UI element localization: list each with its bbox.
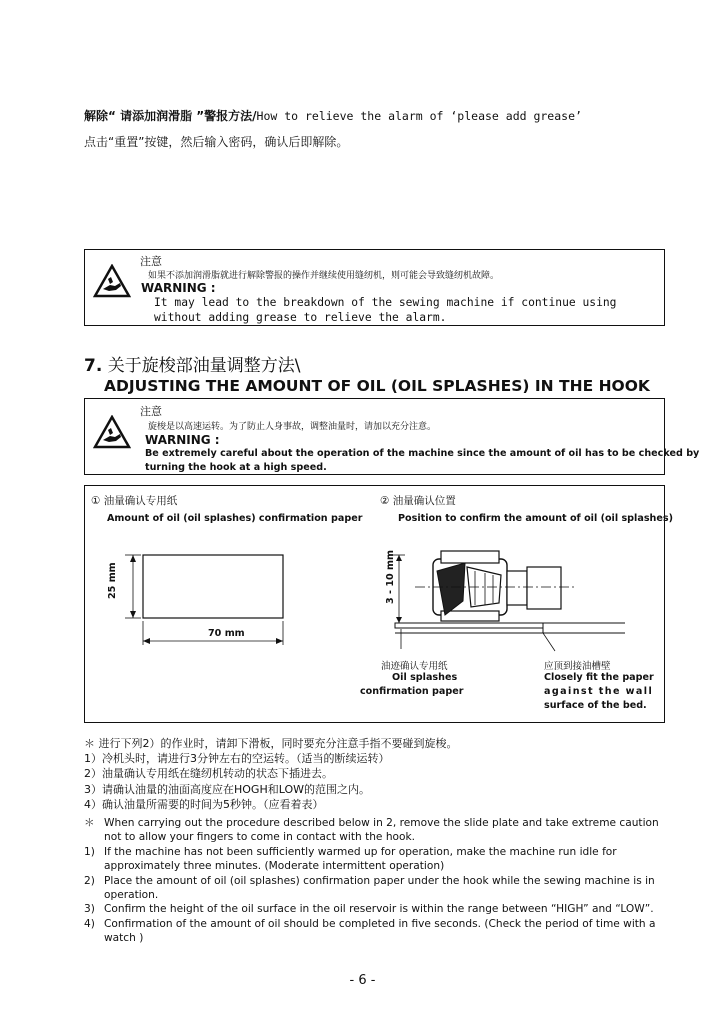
- grease-alarm-instruction: 点击“重置”按键，然后输入密码，确认后即解除。: [84, 135, 349, 149]
- wall-label-en-1: Closely fit the paper: [544, 672, 654, 683]
- warning-line-2: turning the hook at a high speed.: [145, 462, 327, 473]
- steps-cn: [84, 736, 458, 812]
- warning-line-1: Be extremely careful about the operation of the machine since the amount of oil has to be checked by: [145, 448, 700, 459]
- section-title-cn-text: 关于旋梭部油量调整方法\: [107, 356, 301, 376]
- dim-height-label: 25 mm: [107, 562, 118, 599]
- step-text: Place the amount of oil (oil splashes) confirmation paper under the hook while the sewing machine is in operation.: [104, 874, 655, 902]
- warning-heading: WARNING :: [141, 281, 216, 295]
- step-cn-4: 4）确认油量所需要的时间为5秒钟。（应看着表）: [84, 797, 324, 811]
- warning-box-grease: [84, 249, 665, 326]
- step-marker: 3): [84, 903, 95, 916]
- step-cn-3: 3）请确认油量的油面高度应在HOGH和LOW的范围之内。: [84, 782, 370, 796]
- dim-gap-label: 3 - 10 mm: [385, 549, 396, 604]
- paper-dimension-diagram: [105, 541, 295, 651]
- left-figure-title-en: Amount of oil (oil splashes) confirmation paper: [107, 513, 363, 524]
- wall-label-en-3: surface of the bed.: [544, 700, 647, 711]
- step-text: Confirmation of the amount of oil should be completed in five seconds. (Check the period of time with a watch ): [104, 917, 656, 945]
- left-figure-title-cn: ① 油量确认专用纸: [91, 495, 178, 507]
- step-en-1: [84, 845, 669, 874]
- step-text: Confirm the height of the oil surface in the oil reservoir is within the range between “HIGH” and “LOW”.: [104, 903, 654, 916]
- warning-text-cn: 旋梭是以高速运转。为了防止人身事故，调整油量时，请加以充分注意。: [148, 422, 437, 432]
- hand-warning-icon: [93, 415, 131, 449]
- step-en-4: [84, 917, 669, 946]
- warning-text-cn: 如果不添加润滑脂就进行解除警报的操作并继续使用缝纫机，则可能会导致缝纫机故障。: [148, 271, 500, 281]
- section-title-en: ADJUSTING THE AMOUNT OF OIL (OIL SPLASHES) IN THE HOOK: [104, 377, 650, 395]
- dim-width-label: 70 mm: [208, 628, 245, 639]
- warning-heading: WARNING :: [145, 433, 220, 447]
- right-figure-title-cn: ② 油量确认位置: [380, 495, 456, 507]
- warning-box-hook: [84, 398, 700, 475]
- paper-label-en-1: Oil splashes: [392, 672, 458, 683]
- step-marker: 1): [84, 845, 95, 858]
- page-number: - 6 -: [349, 973, 376, 988]
- grease-alarm-title-cn: 解除“ 请添加润滑脂 ”警报方法/: [84, 109, 257, 123]
- step-cn-2: 2）油量确认专用纸在缝纫机转动的状态下插进去。: [84, 767, 333, 781]
- step-marker: 2): [84, 874, 95, 887]
- steps-en: [84, 816, 669, 946]
- warning-label-cn: 注意: [140, 405, 162, 418]
- hook-position-diagram: [375, 541, 635, 656]
- step-text: If the machine has not been sufficiently warmed up for operation, make the machine run idle for approximately three minutes. (Moderate intermittent operation): [104, 845, 617, 873]
- step-en-3: [84, 902, 669, 916]
- step-en-2: [84, 874, 669, 903]
- hand-warning-icon: [93, 264, 131, 298]
- right-figure-title-en: Position to confirm the amount of oil (oil splashes): [398, 513, 673, 524]
- wall-label-en-2: against the wall: [544, 686, 654, 697]
- step-cn-1: 1）冷机头时，请进行3分钟左右的空运转。（适当的断续运转）: [84, 752, 390, 766]
- oil-confirmation-figure: [84, 485, 673, 723]
- step-cn-note: ＊ 进行下列2）的作业时，请卸下滑板，同时要充分注意手指不要碰到旋梭。: [84, 737, 458, 750]
- step-marker: ＊: [84, 817, 95, 829]
- paper-label-cn: 油迹确认专用纸: [381, 661, 448, 672]
- step-en-note: [84, 816, 669, 845]
- warning-line-2: without adding grease to relieve the alarm.: [154, 311, 447, 324]
- wall-label-cn: 应顶到接油槽壁: [544, 661, 611, 672]
- warning-label-cn: 注意: [140, 255, 162, 268]
- step-text: When carrying out the procedure described below in 2, remove the slide plate and take extreme caution not to allow your fingers to come in contact with the hook.: [104, 817, 659, 844]
- section-title-cn: [84, 351, 300, 376]
- step-marker: 4): [84, 917, 95, 930]
- warning-line-1: It may lead to the breakdown of the sewing machine if continue using: [154, 296, 617, 309]
- grease-alarm-title: [84, 107, 582, 124]
- paper-label-en-2: confirmation paper: [360, 686, 464, 697]
- grease-alarm-title-en: How to relieve the alarm of ‘please add grease’: [256, 109, 582, 123]
- section-number: 7.: [84, 356, 103, 376]
